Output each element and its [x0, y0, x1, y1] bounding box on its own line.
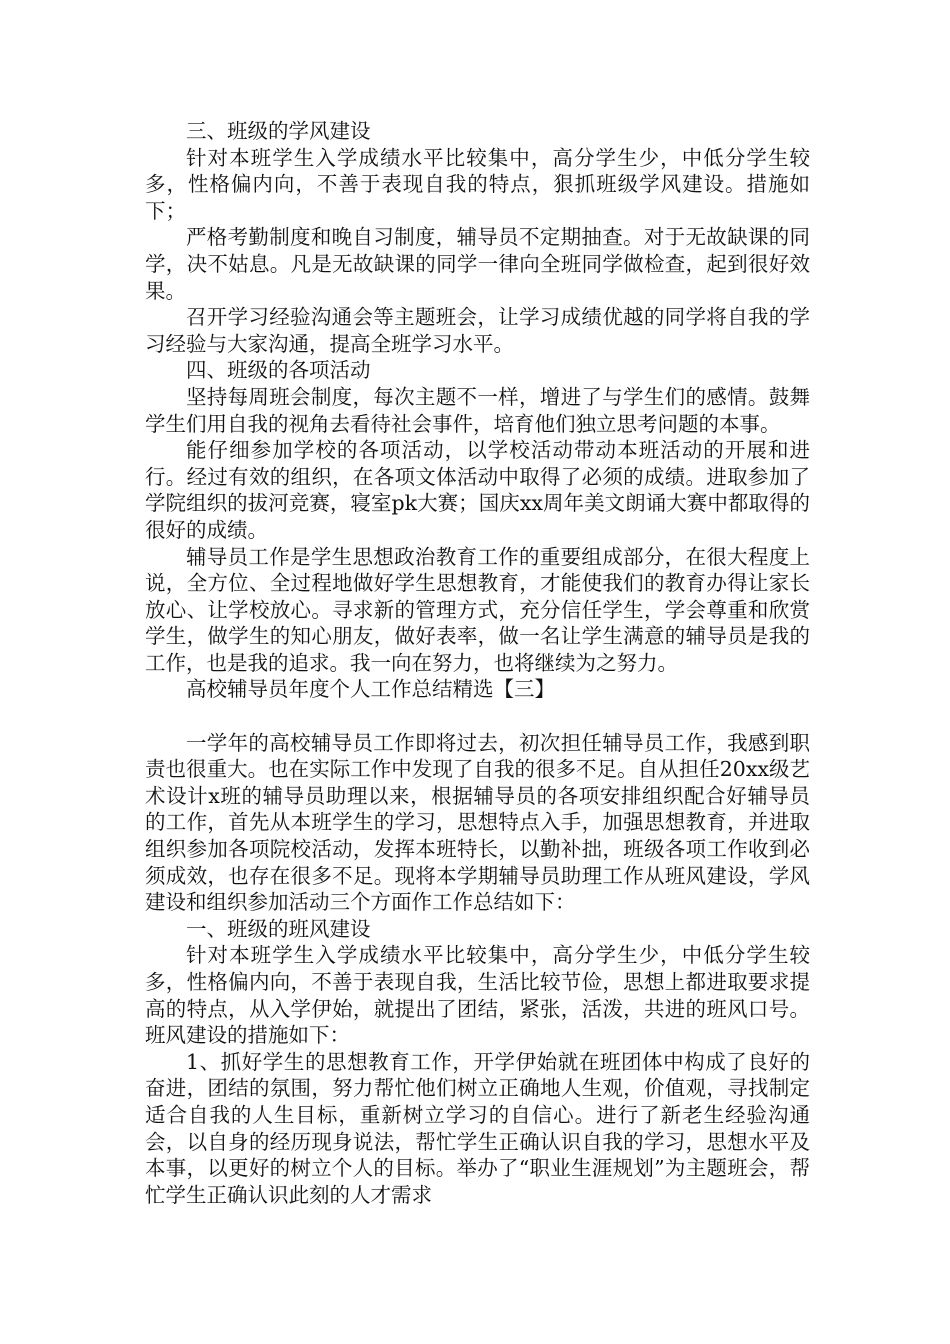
section-heading-study-style: 三、班级的学风建设 [186, 119, 371, 143]
paragraph: 严格考勤制度和晚自习制度，辅导员不定期抽查。对于无故缺课的同学，决不姑息。凡是无故缺课的同学一律向全班同学做检查，起到很好效果。 [145, 225, 810, 303]
paragraph: 能仔细参加学校的各项活动，以学校活动带动本班活动的开展和进行。经过有效的组织，在各项文体活动中取得了必须的成绩。进取参加了学院组织的拔河竞赛，寝室pk大赛；国庆xx周年美文朗诵大赛中都取得的很好的成绩。 [145, 438, 810, 542]
paragraph: 辅导员工作是学生思想政治教育工作的重要组成部分，在很大程度上说，全方位、全过程地做好学生思想教育，才能使我们的教育办得让家长放心、让学校放心。寻求新的管理方式，充分信任学生，学会尊重和欣赏学生，做学生的知心朋友，做好表率，做一名让学生满意的辅导员是我的工作，也是我的追求。我一向在努力，也将继续为之努力。 [145, 544, 810, 675]
paragraph: 坚持每周班会制度，每次主题不一样，增进了与学生们的感情。鼓舞学生们用自我的视角去看待社会事件，培育他们独立思考问题的本事。 [145, 384, 810, 436]
section-heading-activities: 四、班级的各项活动 [186, 358, 371, 383]
article-title: 高校辅导员年度个人工作总结精选【三】 [186, 677, 555, 702]
paragraph: 针对本班学生入学成绩水平比较集中，高分学生少，中低分学生较多，性格偏内向，不善于表现自我的特点，狠抓班级学风建设。措施如下； [145, 145, 810, 223]
paragraph: 针对本班学生入学成绩水平比较集中，高分学生少，中低分学生较多，性格偏内向，不善于表现自我，生活比较节俭，思想上都进取要求提高的特点，从入学伊始，就提出了团结，紧张，活泼，共进的班风口号。班风建设的措施如下： [145, 943, 810, 1048]
section-heading-class-style: 一、班级的班风建设 [186, 916, 371, 941]
paragraph: 一学年的高校辅导员工作即将过去，初次担任辅导员工作，我感到职责也很重大。也在实际工作中发现了自我的很多不足。自从担任20xx级艺术设计x班的辅导员助理以来，根据辅导员的各项安排组织配合好辅导员的工作，首先从本班学生的学习，思想特点入手，加强思想教育，并进取组织参加各项院校活动，发挥本班特长，以勤补拙，班级各项工作收到必须成效，也存在很多不足。现将本学期辅导员助理工作从班风建设，学风建设和组织参加活动三个方面作工作总结如下： [145, 730, 810, 915]
document-body [145, 118, 810, 1208]
blank-line [145, 703, 810, 730]
paragraph: 1、抓好学生的思想教育工作，开学伊始就在班团体中构成了良好的奋进，团结的氛围，努力帮忙他们树立正确地人生观，价值观，寻找制定适合自我的人生目标，重新树立学习的自信心。进行了新老生经验沟通会，以自身的经历现身说法，帮忙学生正确认识自我的学习，思想水平及本事，以更好的树立个人的目标。举办了“职业生涯规划”为主题班会，帮忙学生正确认识此刻的人才需求 [145, 1049, 810, 1207]
paragraph: 召开学习经验沟通会等主题班会，让学习成绩优越的同学将自我的学习经验与大家沟通，提高全班学习水平。 [145, 305, 810, 356]
